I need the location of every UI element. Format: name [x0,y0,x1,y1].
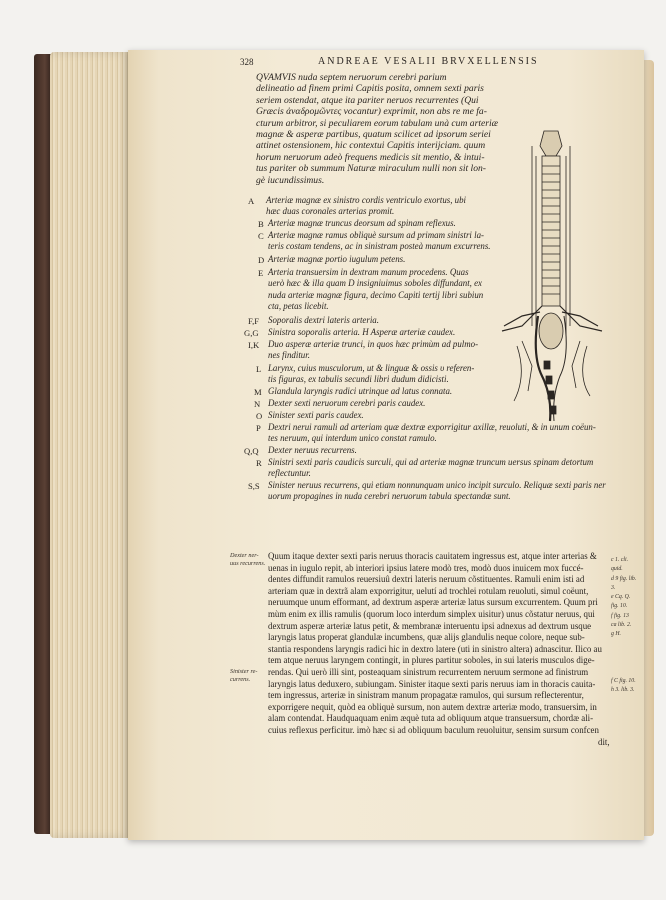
body-line: arteriam quæ in dextrã alam exporrigitur, uelutí ad trochlei rotulam reuoluti, simul coëunt, [268,585,589,596]
page-edges [50,52,132,838]
margin-ref: quid. [611,566,623,573]
margin-ref: g H. [611,631,621,638]
body-line: rendas. Qui uerò illi sint, posteaquam sinistrum recurrentem neruum sermone ad finistrum [268,666,589,677]
margin-ref: d 9 fig. lib. [611,575,637,582]
margin-ref [611,640,636,649]
margin-line: Dexter ner- [230,552,259,559]
legend-line: Arteriæ magnæ ex sinistro cordis ventriculo exortus, ubi [266,195,466,205]
body-line: laryngis latus properat glandulæ incumbens, quæ alijs glandulis neque colore, neque sub- [268,632,585,643]
legend-key: F,F [248,316,260,326]
legend-line: Arteriæ magnæ portio iugulum petens. [268,254,406,264]
legend-line: Sinister sexti paris caudex. [268,410,364,420]
intro-line: Græcis ἀναδρομῶντες vocantur) exprimit, non abs re me fa- [256,106,487,118]
legend-line: Sinistra soporalis arteria. H Asperæ arteriæ caudex. [268,327,456,337]
intro-line: horum neruorum adeò frequens medicis sit mentio, & intui- [256,151,485,163]
margin-note-left [230,552,265,567]
legend-text [268,230,491,253]
legend-line: reflectuntur. [268,468,311,479]
legend-line: Glandula laryngis radici utrinque ad latus connata. [268,386,453,396]
body-line: tem ingressus, arteriæ in sinistram manum propagatæ ramulos, qui sursum reflecterentur, [268,690,584,701]
legend-text [268,457,593,480]
intro-line: delineatio ad finem primi Capitis posita, omnem sexti paris [256,83,484,95]
legend-line: cta, petas licebit. [268,300,329,311]
legend-key: C [258,231,264,241]
body-line: neruumque unum efformant, ad dextrum asperæ arteriæ latus sursum excurrentem. Quum pri [268,597,598,608]
body-line: dit, [598,736,610,747]
legend-line: Arteriæ magnæ truncus deorsum ad spinam reflexus. [268,218,456,228]
intro-line: QVAMVIS nuda septem neruorum cerebri parium [256,72,447,83]
margin-ref: h 3. lib. 3. [611,687,635,694]
legend-line: Arteriæ magnæ ramus obliquè sursum ad primam sinistri la- [268,230,484,240]
legend-key: R [256,458,262,468]
legend-key: D [258,255,265,265]
body-line: dextrum asperæ arteriæ latus petit, & membranæ interuentu ipsi adnexus ad dextrum usque [268,620,592,631]
legend-line: Dexter neruus recurrens. [268,445,357,455]
intro-line: attinet ostensionem, hic contextui Capitis interijciam. quum [256,140,486,152]
legend-line: Larynx, cuius musculorum, ut & linguæ & ossis υ referen- [268,363,475,373]
intro-line: seriem ostendat, atque ita pariter neruos recurrentes (Qui [256,94,479,106]
legend-text [268,480,606,503]
legend-text [268,267,483,312]
margin-ref [611,668,636,677]
anatomical-figure [492,126,610,426]
body-line: exporrigere nequit, quòd ea obliquè sursum, non autem dextræ arteriæ modo, transuersim, in [268,701,597,712]
body-line: dentes diffundit ramulos reuersiuû dextri lateris neruum cõstituentes. Ramuli enim isti ad [268,574,585,585]
legend-key: G,G [244,328,259,338]
legend-key: P [256,423,261,433]
body-line: Quum itaque dexter sexti paris neruus thoracis cauitatem ingressus est, atque inter arterias & [268,551,597,561]
legend-text [266,195,466,218]
legend-line: Dextri nerui ramuli ad arteriam quæ dextræ exporrigitur axillæ, reuoluti, & in unum coëun- [268,422,596,432]
margin-note-left [230,668,257,683]
margin-ref: 3. [611,584,616,591]
running-title: ANDREAE VESALII BRVXELLENSIS [318,56,539,67]
legend-line: tis figuras, ex tabulis secundi libri dudum didicisti. [268,374,449,385]
body-line: uenas in iugulo repit, ab interiori ipsius latere modò tres, modò duos inuicem mox fuccé- [268,562,584,573]
legend-line: nes finditur. [268,350,310,361]
margin-line: uus recurrens. [230,559,266,567]
body-paragraph [268,551,610,748]
legend-line: uorum propagines in nuda cerebri neruorum tabula spectandæ sunt. [268,491,511,502]
page-number: 328 [240,57,254,67]
legend-line: hæc duas coronales arterias promit. [266,206,395,217]
margin-ref [611,649,636,658]
legend-text [268,339,478,362]
intro-line: tus pariter ob summum Naturæ miraculum nulli non sit lon- [256,163,486,175]
legend-line: Soporalis dextri lateris arteria. [268,315,379,325]
legend-line: nuda arteriæ magnæ figura, decimo Capiti tertij libri subiun [268,289,484,300]
legend-key: M [254,387,262,397]
margin-ref: c 1. cli. [611,557,629,563]
legend-key: A [248,196,255,206]
legend-text [268,363,474,386]
body-line: stantia respondens laryngis radici hic in dextro latere (uti in sinistro altera) adnascitur. Ilico au [268,643,602,654]
body-line: alam contendat. Haudquaquam enim æquè tuta ad obliquum atque transuersum, chordæ ali- [268,713,594,724]
margin-references-right [611,556,636,695]
margin-ref: e Cq. Q. [611,594,631,601]
margin-ref: ca lib. 2. [611,622,632,629]
intro-paragraph [256,72,498,186]
legend-line: Duo asperæ arteriæ trunci, in quos hæc primùm ad pulmo- [268,339,479,349]
legend-key: I,K [248,340,260,350]
body-line: mùm enim ex illis ramulis (quorum loco interdum simplex uisitur) unus cõstatur neruus, qui [268,608,595,619]
margin-line: Sinister re- [230,668,258,675]
margin-ref: fig. 10. [611,603,628,610]
intro-line: magnæ & asperæ partibus, quatum scilicet ad ipsorum seriei [256,129,491,141]
body-line: laryngis latus deduxero, subiungam. Sinister itaque sexti paris neruus iam in thoracis cauita- [268,678,596,689]
legend-key: B [258,219,264,229]
intro-line: cturum arbitror, si peculiarem eorum tabulam unà cum arteriæ [256,117,499,129]
legend-text [268,422,596,445]
margin-line: currens. [230,675,251,683]
body-line: tem atque neruus laryngem contingit, in plures partitur soboles, in sui lateris musculos dige- [268,655,595,666]
legend-line: Sinistri sexti paris caudicis surculi, qui ad arteriæ magnæ truncum uersus spinam detortum [268,457,594,467]
margin-ref: f C fig. 10. [611,677,636,684]
legend-line: Sinister neruus recurrens, qui etiam nonnunquam unico incipit surculo. Reliquæ sexti paris ner [268,480,606,490]
legend-key: O [256,411,263,421]
legend-key: E [258,268,264,278]
legend-line: Arteria transuersim in dextram manum procedens. Quas [268,267,469,277]
margin-ref: f fig. 13 [611,612,629,619]
margin-ref [611,658,636,667]
legend-line: Dexter sexti neruorum cerebri paris caudex. [268,398,426,408]
intro-line: gè iucundissimus. [256,174,325,186]
legend-line: tes neruum, qui interdum unico constat ramulo. [268,433,437,444]
legend-key: L [256,364,262,374]
legend-line: teris costam tendens, ac in sinistram posteà manum excurrens. [268,241,491,252]
legend-key: S,S [248,481,260,491]
legend-line: uerò hæc & illa quam D insigniuimus soboles diffundant, ex [268,278,482,289]
body-line: cuius reflexus perficitur. imò hæc si ad obliquum baculum reuoluitur, sensim sursum confcen [268,724,599,735]
legend-key: N [254,399,261,409]
legend-key: Q,Q [244,446,259,456]
